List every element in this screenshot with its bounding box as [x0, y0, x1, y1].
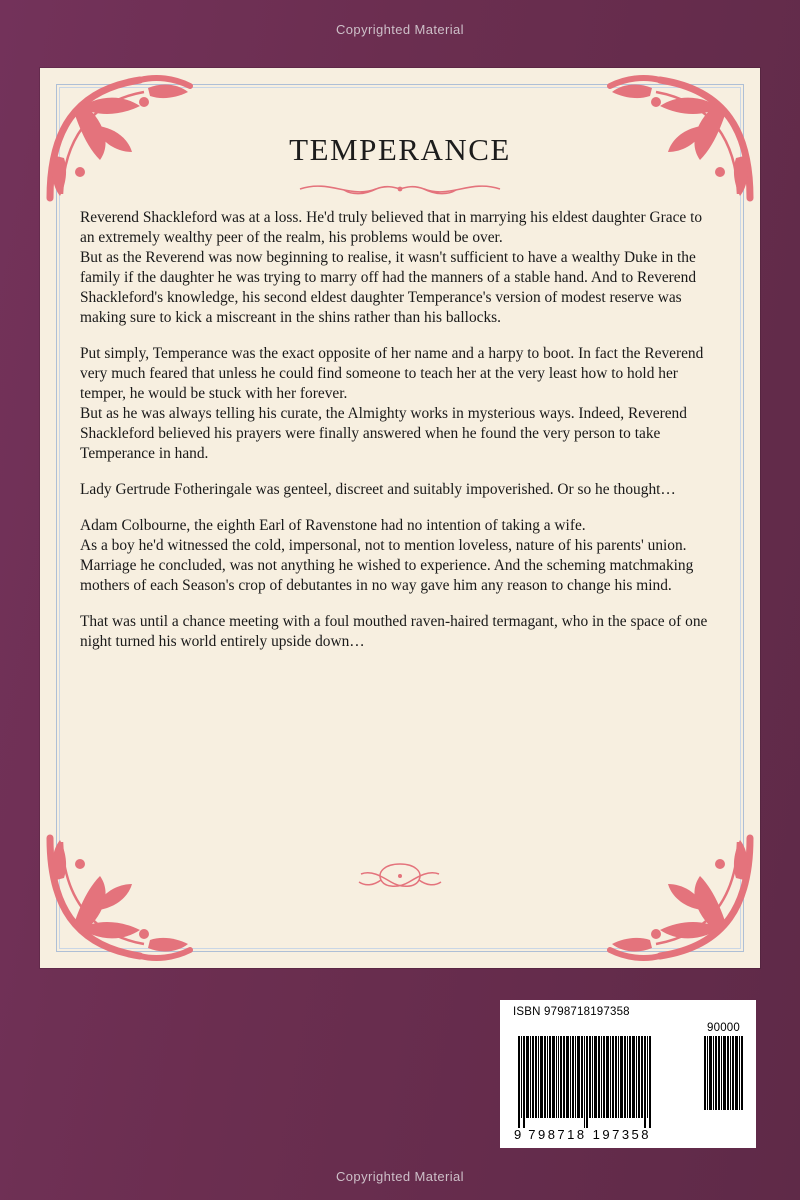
isbn-label: ISBN 9798718197358	[513, 1006, 630, 1018]
blurb-paragraph: But as he was always telling his curate, the Almighty works in mysterious ways. Indeed, Reverend Shackleford believed his prayers were finally answered when he found the very person to take Temperance in hand.	[80, 405, 687, 463]
blurb-paragraph: Adam Colbourne, the eighth Earl of Ravenstone had no intention of taking a wife.	[80, 517, 586, 535]
ean-left-group: 798718	[528, 1127, 587, 1142]
book-title: temperance	[289, 121, 511, 170]
cover-page-panel	[40, 68, 760, 968]
blurb-paragraph: Put simply, Temperance was the exact opposite of her name and a harpy to boot. In fact the Reverend very much feared that unless he could find someone to teach her at the very least how to hold her temper, he would be stuck with her forever.	[80, 345, 704, 403]
title-ornament-icon	[40, 177, 760, 203]
bottom-ornament-icon	[40, 856, 760, 896]
barcode-supplement-bars	[704, 1036, 744, 1110]
blurb-paragraph: Reverend Shackleford was at a loss. He'd truly believed that in marrying his eldest daughter Grace to an extremely wealthy peer of the realm, his problems would be over.	[80, 209, 703, 247]
corner-flourish-icon	[44, 834, 194, 964]
copyright-watermark-top: Copyrighted Material	[336, 22, 464, 37]
barcode-supplement-value: 90000	[707, 1022, 740, 1034]
back-cover-blurb	[80, 208, 720, 652]
blurb-paragraph: As a boy he'd witnessed the cold, impersonal, not to mention loveless, nature of his parents' union. Marriage he concluded, was not anything he wished to experience. And the scheming matchmaking mothers of each Season's crop of debutantes in no way gave him any reason to change his mind.	[80, 537, 694, 595]
barcode-bars	[518, 1036, 652, 1118]
blurb-paragraph: That was until a chance meeting with a foul mouthed raven-haired termagant, who in the space of one night turned his world entirely upside down…	[80, 613, 708, 651]
barcode-digits	[514, 1127, 736, 1142]
ean-lead-digit: 9	[514, 1127, 523, 1142]
copyright-watermark-bottom: Copyrighted Material	[336, 1169, 464, 1184]
ean-right-group: 197358	[592, 1127, 652, 1142]
isbn-barcode	[500, 1000, 756, 1148]
blurb-paragraph: Lady Gertrude Fotheringale was genteel, discreet and suitably impoverished. Or so he thought…	[80, 481, 676, 499]
blurb-paragraph: But as the Reverend was now beginning to realise, it wasn't sufficient to have a wealthy Duke in the family if the daughter he was trying to marry off had the manners of a stable hand. And to Reverend Shackleford's knowledge, his second eldest daughter Temperance's version of modest reserve was making sure to kick a miscreant in the shins rather than his ballocks.	[80, 249, 697, 327]
corner-flourish-icon	[606, 834, 756, 964]
title-block	[40, 120, 760, 203]
